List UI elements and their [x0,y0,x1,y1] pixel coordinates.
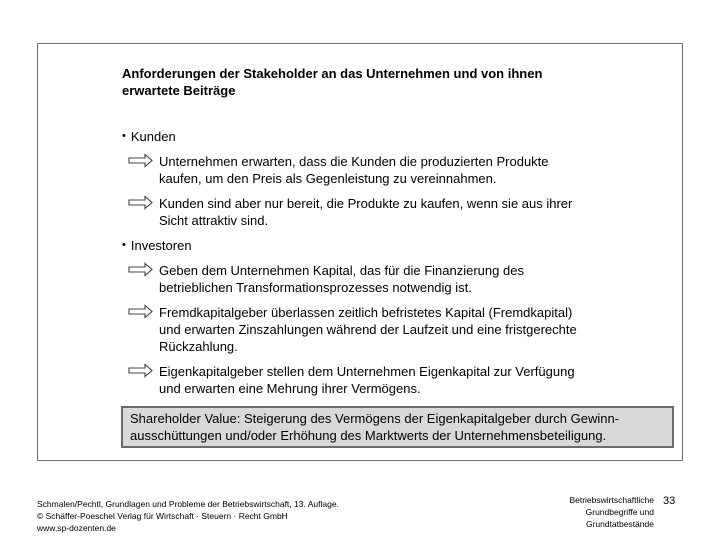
bullet-dot: • [122,239,126,251]
sub-item-text [159,304,577,355]
bullet-label-kunden: Kunden [130,129,176,144]
outline-right-arrow-icon [128,261,154,278]
footer-line: © Schäffer-Poeschel Verlag für Wirtschaft · Steuern · Recht GmbH [37,511,288,521]
title-line-1: Anforderungen der Stakeholder an das Unternehmen und von ihnen [122,66,543,81]
sub-item-text [159,363,575,397]
bullet-kunden [122,128,176,145]
outline-right-arrow-icon [128,152,154,169]
sub-item-text [159,262,524,296]
outline-right-arrow-icon [128,303,154,320]
highlight-line: Shareholder Value: Steigerung des Vermögens der Eigenkapitalgeber durch Gewinn- [130,411,620,426]
sub-item-kunden-2 [128,195,608,229]
footer-chapter [569,494,654,530]
footer-link[interactable]: www.sp-dozenten.de [37,523,116,533]
sub-item-text [159,195,572,229]
sub-item-line: Geben dem Unternehmen Kapital, das für die Finanzierung des [159,263,524,278]
sub-item-line: Kunden sind aber nur bereit, die Produkte zu kaufen, wenn sie aus ihrer [159,196,573,211]
sub-item-line: Unternehmen erwarten, dass die Kunden die produzierten Produkte [159,154,549,169]
sub-item-line: kaufen, um den Preis als Gegenleistung zu vereinnahmen. [159,171,497,186]
outline-right-arrow-icon [128,362,154,379]
footer-line: Grundbegriffe und [585,507,654,517]
highlight-line: ausschüttungen und/oder Erhöhung des Marktwerts der Unternehmensbeteiligung. [130,428,607,443]
sub-item-line: Rückzahlung. [159,339,238,354]
footer-citation [37,498,339,534]
bullet-dot: • [122,130,126,142]
footer-line: Betriebswirtschaftliche [569,495,654,505]
sub-item-line: Fremdkapitalgeber überlassen zeitlich befristetes Kapital (Fremdkapital) [159,305,573,320]
sub-item-line: und erwarten Zinszahlungen während der Laufzeit und eine fristgerechte [159,322,577,337]
sub-item-line: und erwarten eine Mehrung ihrer Vermögens. [159,381,421,396]
footer-line: Grundtatbestände [585,519,654,529]
sub-item-investoren-3 [128,363,608,397]
sub-item-line: Eigenkapitalgeber stellen dem Unternehmen Eigenkapital zur Verfügung [159,364,575,379]
bullet-investoren [122,237,192,254]
sub-item-text [159,153,549,187]
sub-item-line: betrieblichen Transformationsprozesses notwendig ist. [159,280,472,295]
shareholder-value-box [121,406,674,448]
bullet-label-investoren: Investoren [130,238,192,253]
sub-item-kunden-1 [128,153,608,187]
footer-line: Schmalen/Pechtl, Grundlagen und Probleme der Betriebswirtschaft, 13. Auflage. [37,499,339,509]
sub-item-investoren-1 [128,262,608,296]
sub-item-line: Sicht attraktiv sind. [159,213,269,228]
title-line-2: erwartete Beiträge [122,83,236,98]
sub-item-investoren-2 [128,304,608,355]
slide-title [122,65,622,99]
page-number: 33 [663,495,676,507]
outline-right-arrow-icon [128,194,154,211]
